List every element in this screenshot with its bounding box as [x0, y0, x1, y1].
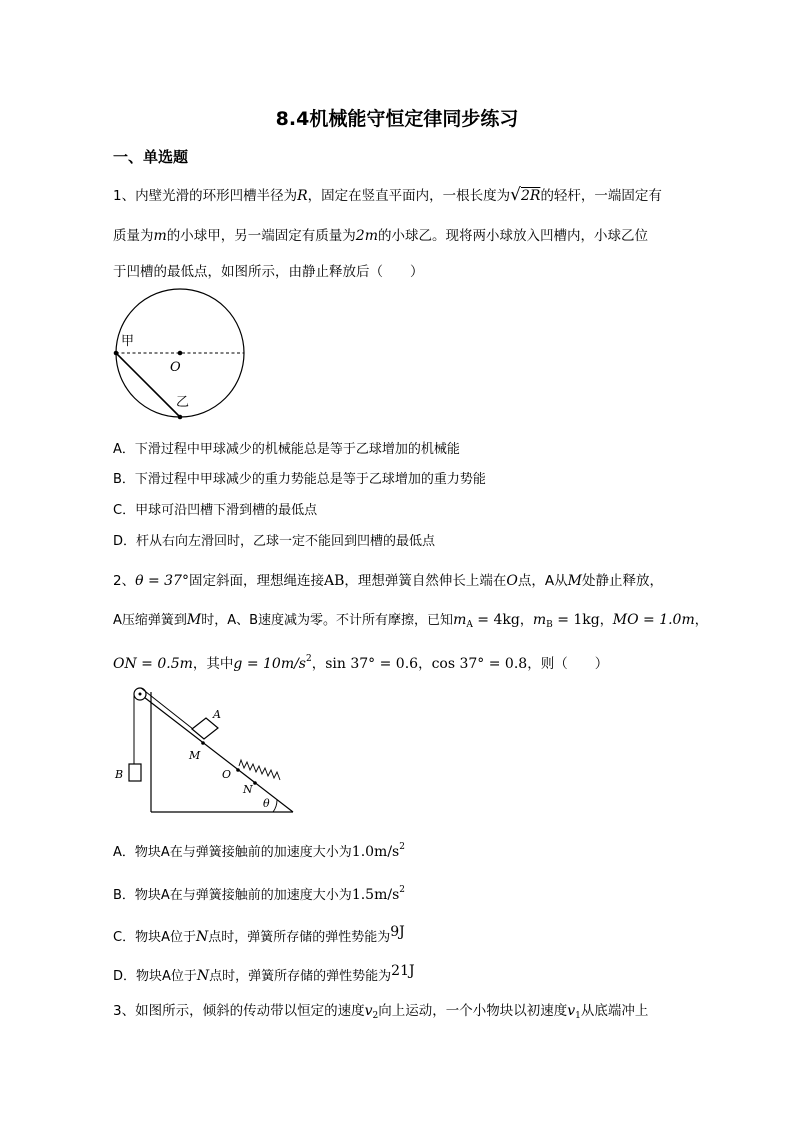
label-O: O: [222, 768, 232, 781]
q1-option-b: B．下滑过程中甲球减少的重力势能总是等于乙球增加的重力势能: [113, 472, 486, 487]
point-M: [201, 741, 205, 745]
q1-line-1: 1、内壁光滑的环形凹槽半径为R，固定在竖直平面内，一根长度为√2R的轻杆，一端固定有: [113, 185, 662, 205]
label-jia: 甲: [121, 334, 135, 349]
label-A: A: [213, 708, 221, 721]
q2-line-2: A压缩弹簧到M时，A、B速度减为零。不计所有摩擦，已知$m_A = 4kg$，$m_B = 1kg$，MO = 1.0m，: [113, 612, 708, 630]
angle-arc: [273, 800, 277, 812]
pulley-axle: [139, 693, 142, 696]
q1-option-c: C．甲球可沿凹槽下滑到槽的最低点: [113, 503, 318, 518]
label-theta: θ: [263, 797, 270, 810]
q3-line-1: 3、如图所示，倾斜的传动带以恒定的速度$v_2$向上运动，一个小物块以初速度$v_1$从底端冲上: [113, 1003, 649, 1021]
block-B: [129, 764, 141, 781]
label-M: M: [189, 749, 201, 762]
q2-option-a: A．物块A在与弹簧接触前的加速度大小为$1.0m/s^2$: [113, 842, 405, 860]
ball-yi: [178, 415, 183, 420]
label-B: B: [115, 768, 124, 781]
label-N: N: [243, 783, 253, 796]
point-N: [253, 781, 257, 785]
label-yi: 乙: [176, 395, 190, 410]
label-O: O: [170, 360, 181, 375]
page-title: 8.4机械能守恒定律同步练习: [275, 108, 519, 130]
q1-line-3: 于凹槽的最低点，如图所示，由静止释放后（ ）: [113, 264, 424, 280]
q2-line-1: 2、θ = 37°固定斜面，理想绳连接AB，理想弹簧自然伸长上端在O点，A从M处静止释放，: [113, 573, 663, 589]
ball-jia: [114, 351, 119, 356]
q2-figure-incline: [110, 682, 300, 817]
center-point: [178, 351, 183, 356]
q2-option-d: D．物块A位于N点时，弹簧所存储的弹性势能为21J: [113, 963, 415, 984]
q1-figure-circular-groove: [108, 285, 253, 425]
section-heading: 一、单选题: [113, 148, 189, 166]
q2-option-b: B．物块A在与弹簧接触前的加速度大小为$1.5m/s^2$: [113, 885, 405, 903]
rope-to-A: [141, 688, 198, 733]
point-O: [236, 768, 240, 772]
q2-line-3: ON = 0.5m，其中$g = 10m/s^2$，sin 37° = 0.6，cos 37° = 0.8，则（ ）: [113, 654, 609, 672]
block-A: [192, 718, 218, 739]
q1-line-2: 质量为m的小球甲，另一端固定有质量为2m的小球乙。现将两小球放入凹槽内，小球乙位: [113, 228, 648, 244]
q2-option-c: C．物块A位于N点时，弹簧所存储的弹性势能为9J: [113, 924, 405, 945]
q1-option-a: A．下滑过程中甲球减少的机械能总是等于乙球增加的机械能: [113, 442, 460, 457]
q1-option-d: D．杆从右向左滑回时，乙球一定不能回到凹槽的最低点: [113, 534, 436, 549]
spring: [239, 760, 280, 780]
